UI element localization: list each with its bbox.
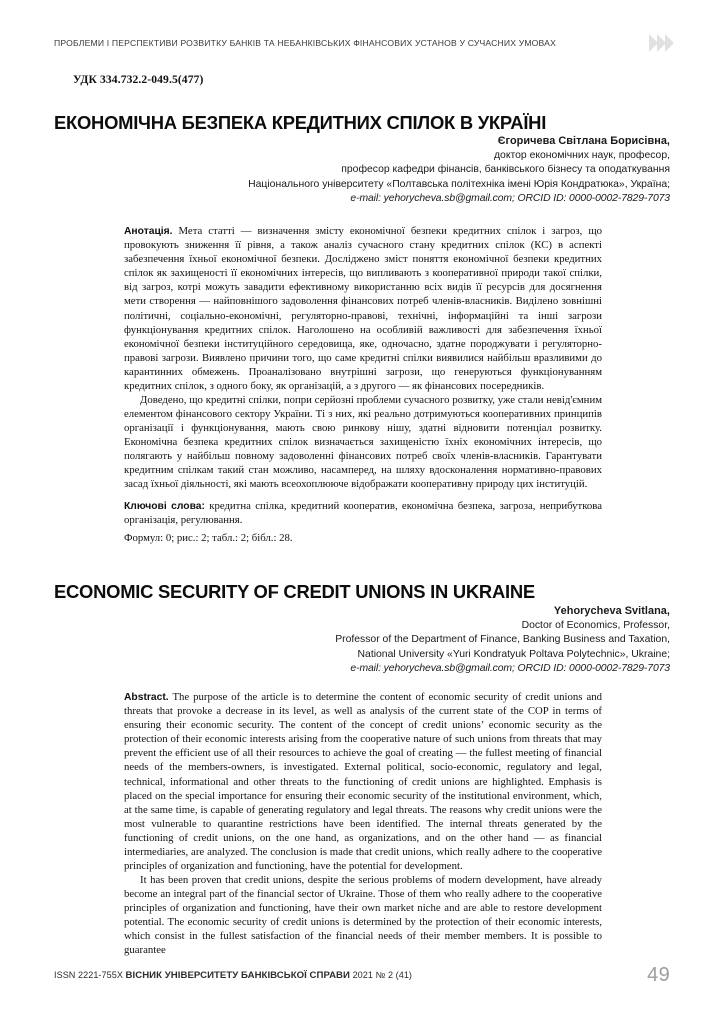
- author-contact-ukrainian: e-mail: yehorycheva.sb@gmail.com; ORCID ID: 0000-0002-7829-7073: [350, 193, 670, 205]
- footer-issn: ISSN 2221-755X: [54, 969, 123, 980]
- author-position-ukrainian: професор кафедри фінансів, банківського бізнесу та оподаткування: [341, 164, 670, 176]
- author-affiliation-ukrainian: Національного університету «Полтавська політехніка імені Юрія Кондратюка», Україна;: [248, 178, 670, 190]
- footer-issue: 2021 № 2 (41): [352, 969, 413, 980]
- running-head-text: ПРОБЛЕМИ І ПЕРСПЕКТИВИ РОЗВИТКУ БАНКІВ ТА НЕБАНКІВСЬКИХ ФІНАНСОВИХ УСТАНОВ У СУЧАСНИХ УМОВАХ: [54, 38, 556, 48]
- abstract-paragraph: [124, 224, 602, 393]
- page-footer: [54, 962, 670, 988]
- abstract-paragraph: It has been proven that credit unions, despite the serious problems of modern development, have already become an integral part of the financial sector of Ukraine. Those of them who really adhere to the cooperative principles of organization and functioning, have their own market niche and are able to restore development potential. The economic security of credit unions is determined by the protection of their economic interests, which consist in the fullest satisfaction of the financial needs of their member members. It is possible to guarantee: [124, 873, 602, 956]
- author-affiliation-english: National University «Yuri Kondratyuk Poltava Polytechnic», Ukraine;: [357, 648, 670, 660]
- author-name-english: Yehorycheva Svitlana,: [553, 605, 670, 617]
- keywords-ukrainian: [124, 499, 602, 527]
- abstract-paragraph: [124, 690, 602, 873]
- author-block-english: [180, 604, 670, 676]
- abstract-english: [124, 690, 602, 957]
- abstract-label-ukrainian: Анотація.: [124, 226, 173, 237]
- author-block-ukrainian: [180, 134, 670, 206]
- footer-journal-title: ВІСНИК УНІВЕРСИТЕТУ БАНКІВСЬКОЇ СПРАВИ: [125, 969, 350, 981]
- page-number: 49: [647, 963, 670, 986]
- author-contact-english: e-mail: yehorycheva.sb@gmail.com; ORCID ID: 0000-0002-7829-7073: [350, 663, 670, 675]
- keywords-text-ukrainian: кредитна спілка, кредитний кооператив, економічна безпека, загроза, неприбуткова організація, регулювання.: [124, 500, 602, 527]
- double-chevron-right-icon: [650, 34, 674, 52]
- abstract-paragraph: Доведено, що кредитні спілки, попри серйозні проблеми сучасного розвитку, уже стали невід'ємним елементом фінансового сектору України. Ті з них, які реально дотримуються кооперативних принципів організації і функціонування, мають свою ринкову нішу, здатні відновити потенціал розвитку. Економічна безпека кредитних спілок визначається захищеністю їхніх економічних інтересів, що полягають у найбільш повному задоволенні фінансових потреб своїх членів-власників. Гарантувати кредитним спілкам такий стан можливо, насамперед, на шляху вдосконалення нормативно-правових засад їхньої діяльності, які мають всеохоплююче відображати кооперативну природу цих інституцій.: [124, 393, 602, 490]
- author-name-ukrainian: Єгоричева Світлана Борисівна,: [497, 135, 670, 147]
- article-counts-ukrainian: Формул: 0; рис.: 2; табл.: 2; бібл.: 28.: [124, 532, 293, 544]
- author-degree-english: Doctor of Economics, Professor,: [521, 620, 670, 632]
- footer-citation: [54, 970, 412, 981]
- author-position-english: Professor of the Department of Finance, Banking Business and Taxation,: [335, 634, 670, 646]
- abstract-ukrainian: [124, 224, 602, 491]
- page-title-english: ECONOMIC SECURITY OF CREDIT UNIONS IN UKRAINE: [54, 581, 535, 603]
- abstract-label-english: Abstract.: [124, 692, 169, 703]
- keywords-label-ukrainian: Ключові слова:: [124, 501, 205, 512]
- author-degree-ukrainian: доктор економічних наук, професор,: [493, 150, 670, 162]
- chevron-right-icon: [665, 34, 674, 52]
- page-title-ukrainian: ЕКОНОМІЧНА БЕЗПЕКА КРЕДИТНИХ СПІЛОК В УКРАЇНІ: [54, 112, 547, 134]
- running-head: [54, 34, 670, 52]
- abstract-text-ukrainian-1: Мета статті — визначення змісту економічної безпеки кредитних спілок і загроз, що провокують зниження її рівня, а також аналіз сучасного стану кредитних спілок (КС) в аспекті забезпечення їхньої економічної безпеки. Досліджено зміст поняття економічної безпеки кредитних спілок як захищеності її економічних інтересів, що випливають з кооперативної природи такої спілки, від загроз, котрі можуть завадити ефективному використанню всіх видів її ресурсів для досягнення мети створення — найповнішого задоволення фінансових потреб членів-власників. Виділено зовнішні політичні, соціально-економічні, регуляторно-правові, технічні, інформаційні та інші загрози функціонування кредитних спілок. Наголошено на особливій важливості для забезпечення їхньої економічної безпеки інституційного середовища, яке, одночасно, здатне породжувати і регуляторно-правові загрози. Виявлено причини того, що саме кредитні спілки виявилися найбільш вразливими до карантинних обмежень. Проаналізовано внутрішні загрози, що генеруються функціонуванням кредитних спілок, з одного боку, як організацій, а з другого — як фінансових посередників.: [124, 225, 602, 392]
- udc-code: УДК 334.732.2-049.5(477): [73, 73, 204, 86]
- abstract-text-english-1: The purpose of the article is to determine the content of economic security of credit unions and threats that provoke a decrease in its level, as well as analysis of the current state of the COP in terms of ensuring their economic security. The content of the concept of credit unions’ economic security as the protection of their economic interests arising from the cooperative nature of such unions from threats that may prevent the efficient use of all their resources to achieve the goal of creating — the fullest meeting of financial needs of the members-owners, is investigated. External political, socio-economic, regulatory and legal, technical, informational and other threats to the functioning of credit unions are highlighted. Emphasis is placed on the special importance for ensuring their economic security of the institutional environment, which, at the same time, is capable of generating regulatory and legal threats. The reasons why credit unions were the most vulnerable to quarantine restrictions have been identified. The internal threats generated by the functioning of credit unions, on the one hand, as organizations, and on the other hand — as financial intermediaries, are analyzed. The conclusion is made that credit unions, which really adhere to the cooperative principles of organization and functioning, have the potential for development.: [124, 691, 602, 872]
